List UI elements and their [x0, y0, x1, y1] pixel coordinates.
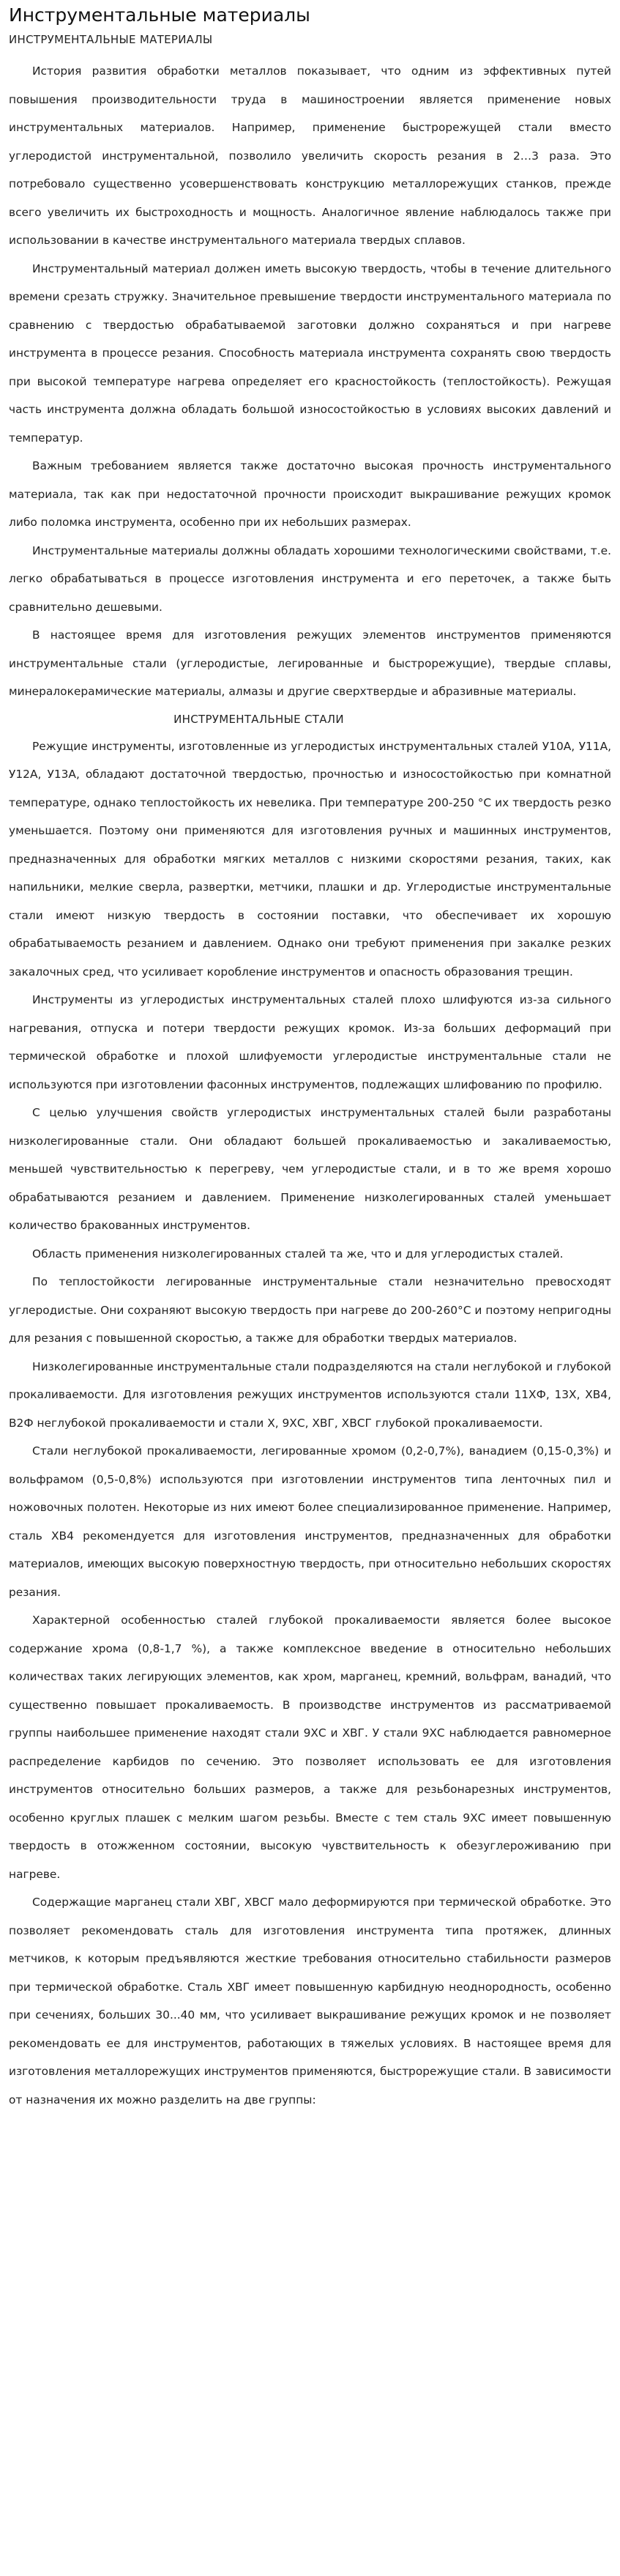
paragraph: В настоящее время для изготовления режущих элементов инструментов применяются инструментальные стали (углеродистые, легированные и быстрорежущие), твердые сплавы, минералокерамические материалы, алмазы и другие сверхтвердые и абразивные материалы. [9, 628, 611, 698]
paragraph: Низколегированные инструментальные стали подразделяются на стали неглубокой и глубокой прокаливаемости. Для изготовления режущих инструментов используются стали 11ХФ, 13Х, ХВ4, В2Ф неглубокой прокаливаемости и стали Х, 9ХС, ХВГ, ХВСГ глубокой прокаливаемости. [9, 1359, 611, 1430]
section-heading-steels: ИНСТРУМЕНТАЛЬНЫЕ СТАЛИ [173, 712, 344, 726]
paragraph: По теплостойкости легированные инструментальные стали незначительно превосходят углеродистые. Они сохраняют высокую твердость при нагреве до 200-260°С и поэтому непригодны для резания с повышенной скоростью, а также для обработки твердых материалов. [9, 1275, 611, 1345]
section-heading-materials: ИНСТРУМЕНТАЛЬНЫЕ МАТЕРИАЛЫ [9, 33, 213, 46]
page-title: Инструментальные материалы [9, 4, 310, 26]
paragraph: Стали неглубокой прокаливаемости, легированные хромом (0,2-0,7%), ванадием (0,15-0,3%) и вольфрамом (0,5-0,8%) используются при изготовлении инструментов типа ленточных пил и ножовочных полотен. Некоторые из них имеют более специализированное применение. Например, сталь ХВ4 рекомендуется для изготовления инструментов, предназначенных для обработки материалов, имеющих высокую поверхностную твердость, при относительно небольших скоростях резания. [9, 1444, 611, 1599]
paragraph: Инструментальный материал должен иметь высокую твердость, чтобы в течение длительного времени срезать стружку. Значительное превышение твердости инструментального материала по сравнению с твердостью обрабатываемой заготовки должно сохраняться и при нагреве инструмента в процессе резания. Способность материала инструмента сохранять свою твердость при высокой температуре нагрева определяет его красностойкость (теплостойкость). Режущая часть инструмента должна обладать большой износостойкостью в условиях высоких давлений и температур. [9, 261, 611, 445]
paragraph: История развития обработки металлов показывает, что одним из эффективных путей повышения производительности труда в машиностроении является применение новых инструментальных материалов. Например, применение быстрорежущей стали вместо углеродистой инструментальной, позволило увеличить скорость резания в 2…3 раза. Это потребовало существенно усовершенствовать конструкцию металлорежущих станков, прежде всего увеличить их быстроходность и мощность. Аналогичное явление наблюдалось также при использовании в качестве инструментального материала твердых сплавов. [9, 64, 611, 247]
paragraph: Характерной особенностью сталей глубокой прокаливаемости является более высокое содержание хрома (0,8-1,7 %), а также комплексное введение в относительно небольших количествах таких легирующих элементов, как хром, марганец, кремний, вольфрам, ванадий, что существенно повышает прокаливаемость. В производстве инструментов из рассматриваемой группы наибольшее применение находят стали 9ХС и ХВГ. У стали 9ХС наблюдается равномерное распределение карбидов по сечению. Это позволяет использовать ее для изготовления инструментов относительно больших размеров, а также для резьбонарезных инструментов, особенно круглых плашек с мелким шагом резьбы. Вместе с тем сталь 9ХС имеет повышенную твердость в отожженном состоянии, высокую чувствительность к обезуглероживанию при нагреве. [9, 1614, 611, 1881]
paragraph: Инструментальные материалы должны обладать хорошими технологическими свойствами, т.е. легко обрабатываться в процессе изготовления инструмента и его переточек, а также быть сравнительно дешевыми. [9, 543, 611, 614]
paragraph: Содержащие марганец стали ХВГ, ХВСГ мало деформируются при термической обработке. Это позволяет рекомендовать сталь для изготовления инструмента типа протяжек, длинных метчиков, к которым предъявляются жесткие требования относительно стабильности размеров при термической обработке. Сталь ХВГ имеет повышенную карбидную неоднородность, особенно при сечениях, больших 30...40 мм, что усиливает выкрашивание режущих кромок и не позволяет рекомендовать ее для инструментов, работающих в тяжелых условиях. В настоящее время для изготовления металлорежущих инструментов применяются, быстрорежущие стали. В зависимости от назначения их можно разделить на две группы: [9, 1896, 611, 2107]
paragraph: Инструменты из углеродистых инструментальных сталей плохо шлифуются из-за сильного нагревания, отпуска и потери твердости режущих кромок. Из-за больших деформаций при термической обработке и плохой шлифуемости углеродистые инструментальные стали не используются при изготовлении фасонных инструментов, подлежащих шлифованию по профилю. [9, 993, 611, 1091]
paragraph: С целью улучшения свойств углеродистых инструментальных сталей были разработаны низколегированные стали. Они обладают большей прокаливаемостью и закаливаемостью, меньшей чувствительностью к перегреву, чем углеродистые стали, и в то же время хорошо обрабатываются резанием и давлением. Применение низколегированных сталей уменьшает количество бракованных инструментов. [9, 1106, 611, 1232]
paragraph: Область применения низколегированных сталей та же, что и для углеродистых сталей. [32, 1247, 564, 1261]
paragraph: Режущие инструменты, изготовленные из углеродистых инструментальных сталей У10А, У11А, У12А, У13А, обладают достаточной твердостью, прочностью и износостойкостью при комнатной температуре, однако теплостойкость их невелика. При температуре 200-250 °С их твердость резко уменьшается. Поэтому они применяются для изготовления ручных и машинных инструментов, предназначенных для обработки мягких металлов с низкими скоростями резания, таких, как напильники, мелкие сверла, развертки, метчики, плашки и др. Углеродистые инструментальные стали имеют низкую твердость в состоянии поставки, что обеспечивает их хорошую обрабатываемость резанием и давлением. Однако они требуют применения при закалке резких закалочных сред, что усиливает коробление инструментов и опасность образования трещин. [9, 739, 611, 979]
paragraph: Важным требованием является также достаточно высокая прочность инструментального материала, так как при недостаточной прочности происходит выкрашивание режущих кромок либо поломка инструмента, особенно при их небольших размерах. [9, 459, 611, 529]
